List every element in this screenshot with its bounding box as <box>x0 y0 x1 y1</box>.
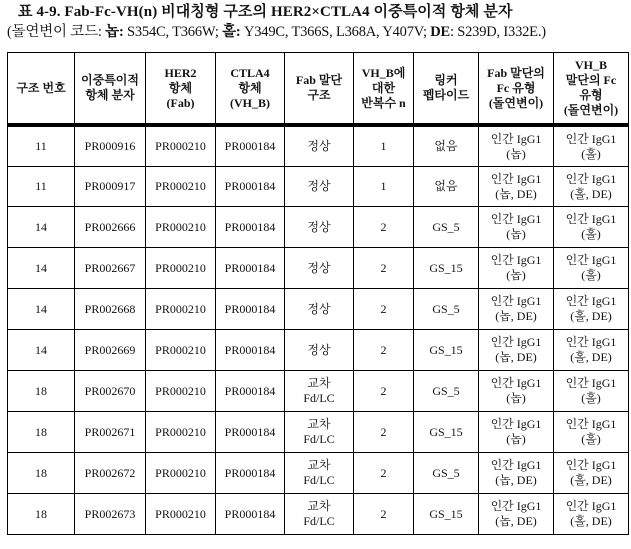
header-line: CTLA4 <box>230 65 270 80</box>
table-row <box>8 207 629 248</box>
header-repeat-n <box>354 53 414 126</box>
cell-her2: PR000210 <box>146 371 216 412</box>
cell-repeat-n: 2 <box>354 453 414 494</box>
cell-fab-fc <box>479 289 554 330</box>
header-line: 대한 <box>371 80 396 95</box>
cell-linker: GS_5 <box>414 453 479 494</box>
cell-fab-fc <box>479 412 554 453</box>
cell-fab-end <box>285 207 354 248</box>
header-line: 반복수 n <box>361 95 406 110</box>
cell-fab-end <box>285 494 354 535</box>
cell-linker: GS_5 <box>414 289 479 330</box>
cell-repeat-n: 2 <box>354 330 414 371</box>
cell-ctla4: PR000184 <box>216 125 285 167</box>
header-line: (돌연변이) <box>488 95 544 110</box>
cell-linker: GS_5 <box>414 371 479 412</box>
cell-fab-end <box>285 167 354 207</box>
cell-line: (홀, DE) <box>570 473 612 487</box>
cell-line: (홀) <box>581 146 601 161</box>
header-line: (돌연변이) <box>563 103 619 117</box>
table-row <box>8 494 629 535</box>
cell-vhb-fc <box>554 125 629 167</box>
cell-molecule: PR000916 <box>75 125 146 167</box>
cell-ctla4: PR000184 <box>216 412 285 453</box>
header-row <box>8 53 629 126</box>
cell-line: (놉) <box>506 227 526 241</box>
cell-her2: PR000210 <box>146 248 216 289</box>
cell-line: (놉) <box>506 391 526 405</box>
table-title: 표 4-9. Fab-Fc-VH(n) 비대칭형 구조의 HER2×CTLA4 이중특이적 항체 분자 <box>18 4 513 20</box>
cell-vhb-fc <box>554 494 629 535</box>
cell-linker: GS_15 <box>414 330 479 371</box>
header-vhb-fc <box>554 53 629 126</box>
cell-ctla4: PR000184 <box>216 453 285 494</box>
cell-her2: PR000210 <box>146 207 216 248</box>
antibody-table <box>7 52 629 535</box>
cell-line: 교차 <box>307 376 331 390</box>
cell-line: Fd/LC <box>303 432 335 446</box>
cell-line: (놉, DE) <box>495 350 537 364</box>
header-line: 항체 <box>168 80 193 95</box>
cell-vhb-fc <box>554 453 629 494</box>
header-line: HER2 <box>164 65 197 80</box>
cell-repeat-n: 2 <box>354 207 414 248</box>
cell-vhb-fc <box>554 330 629 371</box>
cell-line: (놉) <box>506 146 526 161</box>
table-row <box>8 453 629 494</box>
cell-line: 인간 IgG1 <box>490 376 542 390</box>
cell-line: (놉, DE) <box>495 473 537 487</box>
cell-line: (홀) <box>581 268 601 282</box>
cell-line: 교차 <box>307 499 331 513</box>
header-line: Fc 유형 <box>496 80 536 95</box>
cell-line: 인간 IgG1 <box>490 294 542 308</box>
cell-structure-no: 18 <box>8 371 75 412</box>
cell-structure-no: 18 <box>8 412 75 453</box>
cell-line: 정상 <box>307 139 331 153</box>
table-row <box>8 371 629 412</box>
cell-molecule: PR002671 <box>75 412 146 453</box>
cell-molecule: PR002673 <box>75 494 146 535</box>
header-line: 유형 <box>579 88 603 102</box>
cell-vhb-fc <box>554 248 629 289</box>
de-codes: : S239D, I332E.) <box>450 24 546 40</box>
cell-linker: 없음 <box>414 125 479 167</box>
cell-molecule: PR002667 <box>75 248 146 289</box>
header-fab-fc <box>479 53 554 126</box>
cell-vhb-fc <box>554 371 629 412</box>
cell-line: 인간 IgG1 <box>565 458 617 472</box>
cell-line: 인간 IgG1 <box>490 335 542 349</box>
cell-line: 인간 IgG1 <box>565 335 617 349</box>
cell-ctla4: PR000184 <box>216 248 285 289</box>
cell-structure-no: 18 <box>8 494 75 535</box>
cell-line: 정상 <box>307 260 331 275</box>
cell-fab-end <box>285 289 354 330</box>
cell-ctla4: PR000184 <box>216 371 285 412</box>
cell-line: 교차 <box>307 417 331 431</box>
cell-repeat-n: 2 <box>354 494 414 535</box>
cell-line: 인간 IgG1 <box>490 253 542 267</box>
table-row <box>8 412 629 453</box>
cell-line: 인간 IgG1 <box>490 458 542 472</box>
cell-her2: PR000210 <box>146 289 216 330</box>
cell-linker: GS_5 <box>414 207 479 248</box>
cell-repeat-n: 2 <box>354 248 414 289</box>
cell-fab-fc <box>479 125 554 167</box>
cell-linker: GS_15 <box>414 412 479 453</box>
cell-line: 교차 <box>307 458 331 472</box>
header-line: 링커 <box>434 73 458 87</box>
header-line: Fab 말단 <box>295 73 343 87</box>
cell-line: (홀, DE) <box>570 309 612 323</box>
cell-line: (놉) <box>506 432 526 446</box>
cell-fab-fc <box>479 207 554 248</box>
cell-linker: 없음 <box>414 167 479 207</box>
cell-repeat-n: 2 <box>354 289 414 330</box>
cell-fab-end <box>285 248 354 289</box>
cell-structure-no: 14 <box>8 248 75 289</box>
header-fab-end <box>285 53 354 126</box>
table-row <box>8 248 629 289</box>
cell-fab-fc <box>479 453 554 494</box>
header-line: (VH_B) <box>230 95 270 110</box>
cell-line: 인간 IgG1 <box>490 499 542 513</box>
cell-molecule: PR002666 <box>75 207 146 248</box>
cell-line: (놉, DE) <box>495 309 537 323</box>
cell-structure-no: 14 <box>8 207 75 248</box>
cell-line: (홀, DE) <box>570 350 612 364</box>
de-label: DE <box>430 24 450 40</box>
header-line: 항체 분자 <box>85 88 135 102</box>
cell-line: 인간 IgG1 <box>490 212 542 226</box>
cell-fab-end <box>285 412 354 453</box>
header-line: (Fab) <box>166 95 195 110</box>
cell-line: (홀) <box>581 432 601 446</box>
cell-her2: PR000210 <box>146 330 216 371</box>
table-body <box>8 125 629 535</box>
cell-linker: GS_15 <box>414 494 479 535</box>
header-line: 말단의 Fc <box>565 73 617 87</box>
cell-line: 정상 <box>307 301 331 316</box>
cell-line: 인간 IgG1 <box>565 376 617 390</box>
header-structure-no <box>8 53 75 126</box>
cell-molecule: PR002669 <box>75 330 146 371</box>
cell-structure-no: 18 <box>8 453 75 494</box>
cell-ctla4: PR000184 <box>216 207 285 248</box>
cell-fab-fc <box>479 371 554 412</box>
cell-fab-fc <box>479 167 554 207</box>
cell-repeat-n: 1 <box>354 167 414 207</box>
cell-vhb-fc <box>554 412 629 453</box>
cell-line: Fd/LC <box>303 391 335 405</box>
cell-fab-fc <box>479 248 554 289</box>
header-line: 항체 <box>238 80 262 95</box>
cell-line: 인간 IgG1 <box>565 131 617 146</box>
table-row <box>8 330 629 371</box>
header-line: 이중특이적 <box>81 73 139 87</box>
cell-ctla4: PR000184 <box>216 289 285 330</box>
cell-line: 인간 IgG1 <box>565 171 617 186</box>
table-caption <box>7 2 628 42</box>
cell-vhb-fc <box>554 289 629 330</box>
cell-structure-no: 11 <box>8 125 75 167</box>
cell-structure-no: 11 <box>8 167 75 207</box>
cell-her2: PR000210 <box>146 167 216 207</box>
header-molecule <box>75 53 146 126</box>
table-row <box>8 289 629 330</box>
cell-line: 인간 IgG1 <box>565 294 617 308</box>
cell-line: (놉) <box>506 268 526 282</box>
table-row <box>8 125 629 167</box>
cell-fab-end <box>285 371 354 412</box>
header-line: Fab 말단의 <box>487 65 545 80</box>
cell-line: 인간 IgG1 <box>565 253 617 267</box>
cell-line: Fd/LC <box>303 473 335 487</box>
cell-line: Fd/LC <box>303 514 335 528</box>
cell-line: 정상 <box>307 219 331 234</box>
cell-line: 인간 IgG1 <box>490 171 542 186</box>
cell-fab-fc <box>479 330 554 371</box>
cell-line: (홀, DE) <box>570 186 612 201</box>
cell-molecule: PR000917 <box>75 167 146 207</box>
mutation-code-note <box>7 22 628 42</box>
cell-fab-end <box>285 453 354 494</box>
cell-line: 인간 IgG1 <box>565 212 617 226</box>
cell-structure-no: 14 <box>8 289 75 330</box>
cell-fab-end <box>285 330 354 371</box>
cell-line: (놉, DE) <box>495 514 537 528</box>
header-linker <box>414 53 479 126</box>
cell-repeat-n: 2 <box>354 371 414 412</box>
cell-line: (홀) <box>581 227 601 241</box>
cell-repeat-n: 1 <box>354 125 414 167</box>
cell-molecule: PR002670 <box>75 371 146 412</box>
cell-line: 인간 IgG1 <box>490 131 542 146</box>
cell-line: 인간 IgG1 <box>490 417 542 431</box>
cell-repeat-n: 2 <box>354 412 414 453</box>
note-prefix: (돌연변이 코드: <box>7 24 106 40</box>
cell-vhb-fc <box>554 207 629 248</box>
knob-label: 놉: <box>105 24 124 40</box>
cell-molecule: PR002672 <box>75 453 146 494</box>
cell-line: (홀) <box>581 391 601 405</box>
header-line: VH_B에 <box>361 65 406 80</box>
header-line: 구조 번호 <box>16 80 66 95</box>
table-row <box>8 167 629 207</box>
cell-line: 정상 <box>307 342 331 357</box>
header-her2 <box>146 53 216 126</box>
cell-her2: PR000210 <box>146 453 216 494</box>
cell-ctla4: PR000184 <box>216 167 285 207</box>
cell-her2: PR000210 <box>146 494 216 535</box>
cell-vhb-fc <box>554 167 629 207</box>
hole-codes: Y349C, T366S, L368A, Y407V; <box>240 24 431 40</box>
cell-line: 인간 IgG1 <box>565 499 617 513</box>
cell-line: (놉, DE) <box>495 186 537 201</box>
cell-her2: PR000210 <box>146 412 216 453</box>
header-ctla4 <box>216 53 285 126</box>
cell-linker: GS_15 <box>414 248 479 289</box>
cell-line: 정상 <box>307 179 331 193</box>
cell-line: (홀, DE) <box>570 514 612 528</box>
cell-ctla4: PR000184 <box>216 494 285 535</box>
cell-line: 인간 IgG1 <box>565 417 617 431</box>
header-line: VH_B <box>574 58 607 72</box>
cell-ctla4: PR000184 <box>216 330 285 371</box>
cell-her2: PR000210 <box>146 125 216 167</box>
cell-molecule: PR002668 <box>75 289 146 330</box>
cell-fab-end <box>285 125 354 167</box>
hole-label: 홀: <box>222 24 241 40</box>
knob-codes: S354C, T366W; <box>123 24 223 40</box>
header-line: 펩타이드 <box>422 88 470 102</box>
cell-fab-fc <box>479 494 554 535</box>
header-line: 구조 <box>307 88 331 102</box>
cell-structure-no: 14 <box>8 330 75 371</box>
